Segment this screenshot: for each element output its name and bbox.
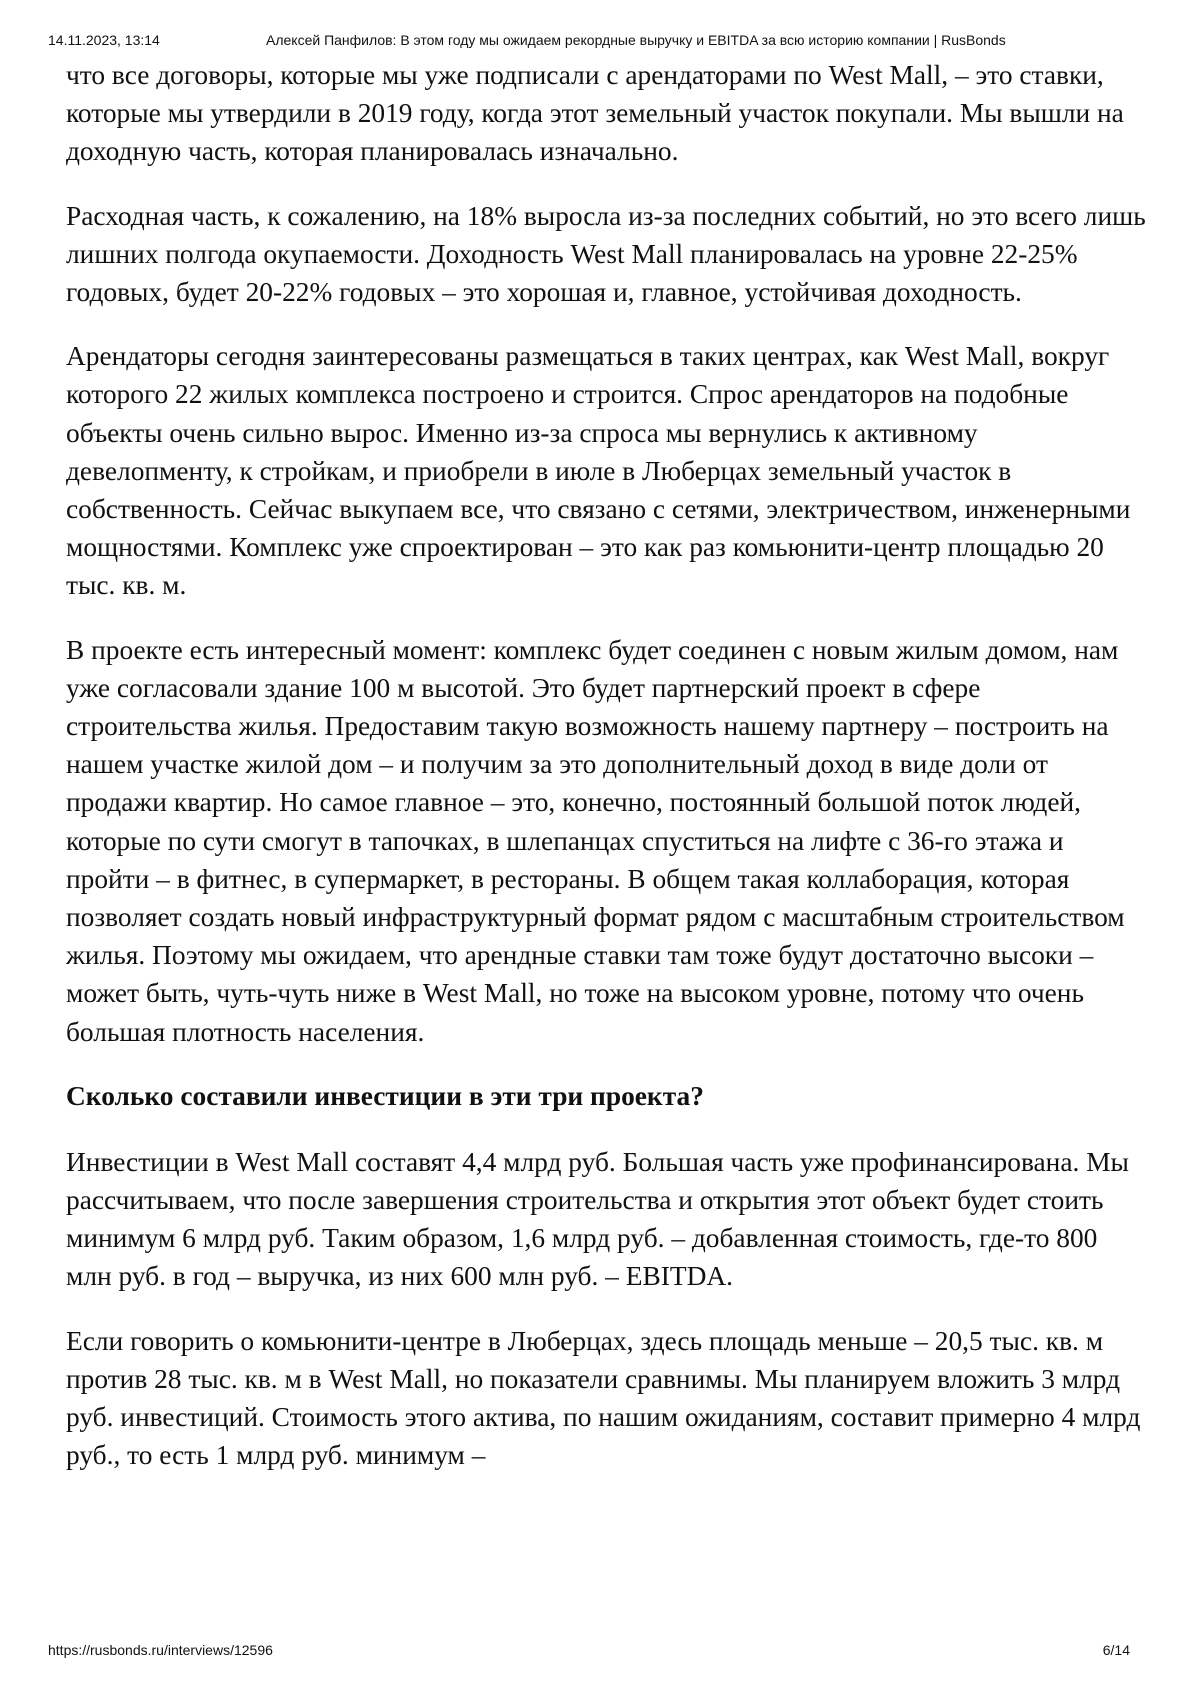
print-page-title: Алексей Панфилов: В этом году мы ожидаем рекордные выручку и EBITDA за всю историю компании | RusBonds [266, 32, 1006, 48]
article-paragraph: В проекте есть интересный момент: комплекс будет соединен с новым жилым домом, нам уже согласовали здание 100 м высотой. Это будет партнерский проект в сфере строительства жилья. Предоставим такую возможность нашему партнеру – построить на нашем участке жилой дом – и получим за это дополнительный доход в виде доли от продажи квартир. Но самое главное – это, конечно, постоянный большой поток людей, которые по сути смогут в тапочках, в шлепанцах спуститься на лифте с 36-го этажа и пройти – в фитнес, в супермаркет, в рестораны. В общем такая коллаборация, которая позволяет создать новый инфраструктурный формат рядом с масштабным строительством жилья. Поэтому мы ожидаем, что арендные ставки там тоже будут достаточно высоки – может быть, чуть-чуть ниже в West Mall, но тоже на высоком уровне, потому что очень большая плотность населения. [66, 634, 1125, 1047]
print-footer [48, 1640, 1142, 1660]
page-indicator: 6/14 [1102, 1642, 1130, 1658]
article-paragraph: Если говорить о комьюнити-центре в Люберцах, здесь площадь меньше – 20,5 тыс. кв. м против 28 тыс. кв. м в West Mall, но показатели сравнимы. Мы планируем вложить 3 млрд руб. инвестиций. Стоимость этого актива, по нашим ожиданиям, составит примерно 4 млрд руб., то есть 1 млрд руб. минимум – [66, 1325, 1141, 1471]
print-header [48, 30, 1142, 50]
article-paragraph: Расходная часть, к сожалению, на 18% выросла из-за последних событий, но это всего лишь лишних полгода окупаемости. Доходность West Mall планировалась на уровне 22-25% годовых, будет 20-22% годовых – это хорошая и, главное, устойчивая доходность. [66, 200, 1146, 308]
print-datetime: 14.11.2023, 13:14 [48, 32, 160, 48]
article-paragraph: что все договоры, которые мы уже подписали с арендаторами по West Mall, – это ставки, которые мы утвердили в 2019 году, когда этот земельный участок покупали. Мы вышли на доходную часть, которая планировалась изначально. [66, 60, 1124, 167]
article-body [66, 56, 1146, 1501]
interview-question: Сколько составили инвестиции в эти три проекта? [66, 1080, 704, 1111]
print-url: https://rusbonds.ru/interviews/12596 [48, 1642, 273, 1658]
article-paragraph: Арендаторы сегодня заинтересованы размещаться в таких центрах, как West Mall, вокруг которого 22 жилых комплекса построено и строится. Спрос арендаторов на подобные объекты очень сильно вырос. Именно из-за спроса мы вернулись к активному девелопменту, к стройкам, и приобрели в июле в Люберцах земельный участок в собственность. Сейчас выкупаем все, что связано с сетями, электричеством, инженерными мощностями. Комплекс уже спроектирован – это как раз комьюнити-центр площадью 20 тыс. кв. м. [66, 341, 1131, 601]
article-paragraph: Инвестиции в West Mall составят 4,4 млрд руб. Большая часть уже профинансирована. Мы рассчитываем, что после завершения строительства и открытия этот объект будет стоить минимум 6 млрд руб. Таким образом, 1,6 млрд руб. – добавленная стоимость, где-то 800 млн руб. в год – выручка, из них 600 млн руб. – EBITDA. [66, 1146, 1129, 1292]
